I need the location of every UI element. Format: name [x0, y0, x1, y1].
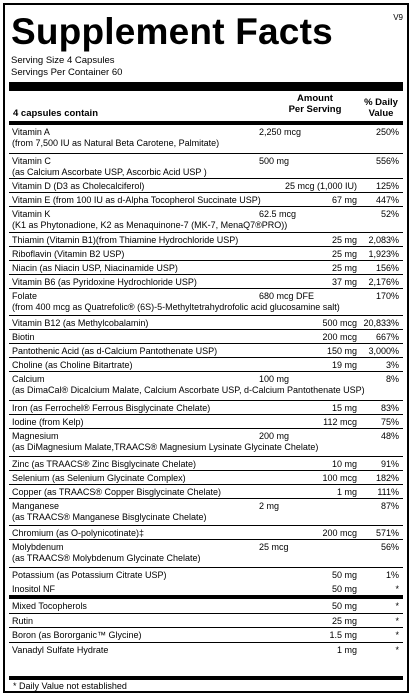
- table-row: [9, 233, 403, 247]
- nutrient-name: Thiamin (Vitamin B1)(from Thiamine Hydrochloride USP): [12, 235, 239, 245]
- nutrient-name: Biotin: [12, 332, 35, 342]
- serving-size: Serving Size 4 Capsules: [11, 55, 115, 66]
- nutrient-name: Potassium (as Potassium Citrate USP): [12, 570, 167, 580]
- table-row: [9, 330, 403, 344]
- daily-value: 250%: [375, 127, 399, 137]
- amount-per-serving: 25 mcg (1,000 IU): [284, 181, 357, 191]
- nutrient-name: Vanadyl Sulfate Hydrate: [12, 645, 109, 655]
- amount-per-serving: 200 mcg: [322, 528, 357, 538]
- daily-value: 447%: [375, 195, 399, 205]
- daily-value: 20,833%: [363, 318, 399, 328]
- daily-value: 52%: [380, 209, 399, 219]
- nutrient-source: (as DiMagnesium Malate,TRAACS® Magnesium Lysinate Glycinate Chelate): [12, 442, 319, 452]
- table-row: [9, 628, 403, 643]
- nutrient-name: Copper (as TRAACS® Copper Bisglycinate Chelate): [12, 487, 222, 497]
- daily-value: 170%: [375, 291, 399, 301]
- table-row: [9, 179, 403, 193]
- nutrient-name: Vitamin K: [12, 209, 51, 219]
- nutrient-name: Boron (as Bororganic™ Glycine): [12, 630, 142, 640]
- table-row: [9, 540, 403, 568]
- thick-divider-bottom: [9, 676, 403, 680]
- nutrient-name: Inositol NF: [12, 584, 56, 594]
- amount-per-serving: 25 mcg: [259, 542, 289, 552]
- table-row: [9, 643, 403, 658]
- table-row: [9, 344, 403, 358]
- daily-value: 111%: [377, 487, 399, 497]
- nutrient-name: Rutin: [12, 616, 34, 626]
- daily-value: 125%: [375, 181, 399, 191]
- amount-per-serving: 2 mg: [259, 501, 280, 511]
- table-row: [9, 207, 403, 233]
- daily-value: *: [395, 601, 399, 611]
- nutrient-source: (as TRAACS® Manganese Bisglycinate Chelate): [12, 512, 207, 522]
- amount-per-serving: 100 mcg: [322, 473, 357, 483]
- header-daily-value: % Daily Value: [364, 97, 398, 119]
- table-row: [9, 457, 403, 471]
- table-row: [9, 429, 403, 457]
- table-row: [9, 247, 403, 261]
- amount-per-serving: 200 mcg: [322, 332, 357, 342]
- amount-per-serving: 25 mg: [331, 263, 357, 273]
- version-code: V9: [393, 13, 403, 22]
- amount-per-serving: 200 mg: [259, 431, 290, 441]
- table-row: [9, 261, 403, 275]
- nutrient-name: Vitamin D (D3 as Cholecalciferol): [12, 181, 145, 191]
- nutrient-source: (as DimaCal® Dicalcium Malate, Calcium Ascorbate USP, d-Calcium Pantothenate USP): [12, 385, 365, 395]
- amount-per-serving: 680 mcg DFE: [259, 291, 315, 301]
- daily-value: 182%: [375, 473, 399, 483]
- table-row: [9, 499, 403, 526]
- table-row: [9, 275, 403, 289]
- nutrient-name: Mixed Tocopherols: [12, 601, 87, 611]
- amount-per-serving: 50 mg: [331, 570, 357, 580]
- panel-title: Supplement Facts: [11, 11, 333, 52]
- amount-per-serving: 2,250 mcg: [259, 127, 302, 137]
- amount-per-serving: 100 mg: [259, 374, 290, 384]
- amount-per-serving: 37 mg: [331, 277, 357, 287]
- table-row: [9, 568, 403, 582]
- nutrient-name: Molybdenum: [12, 542, 64, 552]
- nutrient-source: (as TRAACS® Molybdenum Glycinate Chelate): [12, 553, 201, 563]
- daily-value: 56%: [380, 542, 399, 552]
- amount-per-serving: 25 mg: [331, 249, 357, 259]
- table-row: [9, 154, 403, 179]
- servings-per-container: Servings Per Container 60: [11, 67, 123, 78]
- daily-value: 556%: [375, 156, 399, 166]
- amount-per-serving: 1 mg: [336, 645, 357, 655]
- amount-per-serving: 67 mg: [331, 195, 357, 205]
- table-row: [9, 614, 403, 628]
- daily-value: 667%: [375, 332, 399, 342]
- table-row: [9, 358, 403, 372]
- nutrient-name: Vitamin C: [12, 156, 51, 166]
- footnote: * Daily Value not established: [13, 681, 127, 691]
- table-row: [9, 415, 403, 429]
- amount-per-serving: 25 mg: [331, 616, 357, 626]
- daily-value: 8%: [385, 374, 399, 384]
- nutrient-name: Iodine (from Kelp): [12, 417, 84, 427]
- nutrient-name: Manganese: [12, 501, 60, 511]
- daily-value: 3,000%: [368, 346, 399, 356]
- nutrient-source: (from 7,500 IU as Natural Beta Carotene, Palmitate): [12, 138, 220, 148]
- nutrient-name: Iron (as Ferrochel® Ferrous Bisglycinate Chelate): [12, 403, 211, 413]
- table-row: [9, 471, 403, 485]
- daily-value: 83%: [380, 403, 399, 413]
- header-amount: Amount Per Serving: [288, 93, 342, 115]
- table-row: [9, 485, 403, 499]
- table-row: [9, 125, 403, 154]
- amount-per-serving: 1.5 mg: [329, 630, 357, 640]
- table-row: [9, 289, 403, 316]
- nutrient-name: Choline (as Choline Bitartrate): [12, 360, 133, 370]
- amount-per-serving: 50 mg: [331, 584, 357, 594]
- supplement-facts-panel: [3, 3, 409, 693]
- nutrient-name: Folate: [12, 291, 38, 301]
- nutrient-name: Vitamin B6 (as Pyridoxine Hydrochloride USP): [12, 277, 197, 287]
- daily-value: 3%: [385, 360, 399, 370]
- nutrient-name: Pantothenic Acid (as d-Calcium Pantothenate USP): [12, 346, 218, 356]
- nutrient-name: Riboflavin (Vitamin B2 USP): [12, 249, 125, 259]
- nutrient-name: Niacin (as Niacin USP, Niacinamide USP): [12, 263, 178, 273]
- nutrient-name: Calcium: [12, 374, 45, 384]
- nutrient-name: Chromium (as O-polynicotinate)‡: [12, 528, 145, 538]
- daily-value: *: [395, 616, 399, 626]
- table-row: [9, 599, 403, 614]
- nutrient-name: Vitamin B12 (as Methylcobalamin): [12, 318, 149, 328]
- nutrient-name: Vitamin E (from 100 IU as d-Alpha Tocopherol Succinate USP): [12, 195, 261, 205]
- amount-per-serving: 25 mg: [331, 235, 357, 245]
- table-row: [9, 526, 403, 540]
- amount-per-serving: 50 mg: [331, 601, 357, 611]
- daily-value: 2,176%: [368, 277, 399, 287]
- nutrient-name: Selenium (as Selenium Glycinate Complex): [12, 473, 186, 483]
- amount-per-serving: 10 mg: [331, 459, 357, 469]
- amount-per-serving: 62.5 mcg: [259, 209, 297, 219]
- daily-value: *: [395, 630, 399, 640]
- daily-value: 2,083%: [368, 235, 399, 245]
- amount-per-serving: 1 mg: [336, 487, 357, 497]
- daily-value: 571%: [375, 528, 399, 538]
- nutrient-source: (as Calcium Ascorbate USP, Ascorbic Acid USP ): [12, 167, 207, 177]
- nutrient-name: Vitamin A: [12, 127, 50, 137]
- nutrient-name: Magnesium: [12, 431, 59, 441]
- amount-per-serving: 112 mcg: [323, 417, 357, 427]
- daily-value: *: [395, 584, 399, 594]
- thick-divider-top: [9, 82, 403, 91]
- daily-value: 1%: [385, 570, 399, 580]
- daily-value: 87%: [380, 501, 399, 511]
- nutrient-source: (from 400 mcg as Quatrefolic® (6S)-5-Methyltetrahydrofolic acid glucosamine salt): [12, 302, 340, 312]
- amount-per-serving: 15 mg: [331, 403, 357, 413]
- nutrient-source: (K1 as Phytonadione, K2 as Menaquinone-7 (MK-7, MenaQ7®PRO)): [12, 220, 288, 230]
- thick-divider-other: [9, 595, 403, 599]
- amount-per-serving: 19 mg: [331, 360, 357, 370]
- amount-per-serving: 500 mg: [259, 156, 290, 166]
- table-row: [9, 372, 403, 401]
- table-row: [9, 316, 403, 330]
- amount-per-serving: 150 mg: [326, 346, 357, 356]
- daily-value: 91%: [380, 459, 399, 469]
- daily-value: 75%: [380, 417, 399, 427]
- daily-value: 48%: [380, 431, 399, 441]
- daily-value: *: [395, 645, 399, 655]
- nutrient-name: Zinc (as TRAACS® Zinc Bisglycinate Chelate): [12, 459, 197, 469]
- table-row: [9, 401, 403, 415]
- daily-value: 1,923%: [368, 249, 399, 259]
- table-row: [9, 193, 403, 207]
- amount-per-serving: 500 mcg: [322, 318, 357, 328]
- daily-value: 156%: [375, 263, 399, 273]
- header-serving-label: 4 capsules contain: [13, 108, 99, 119]
